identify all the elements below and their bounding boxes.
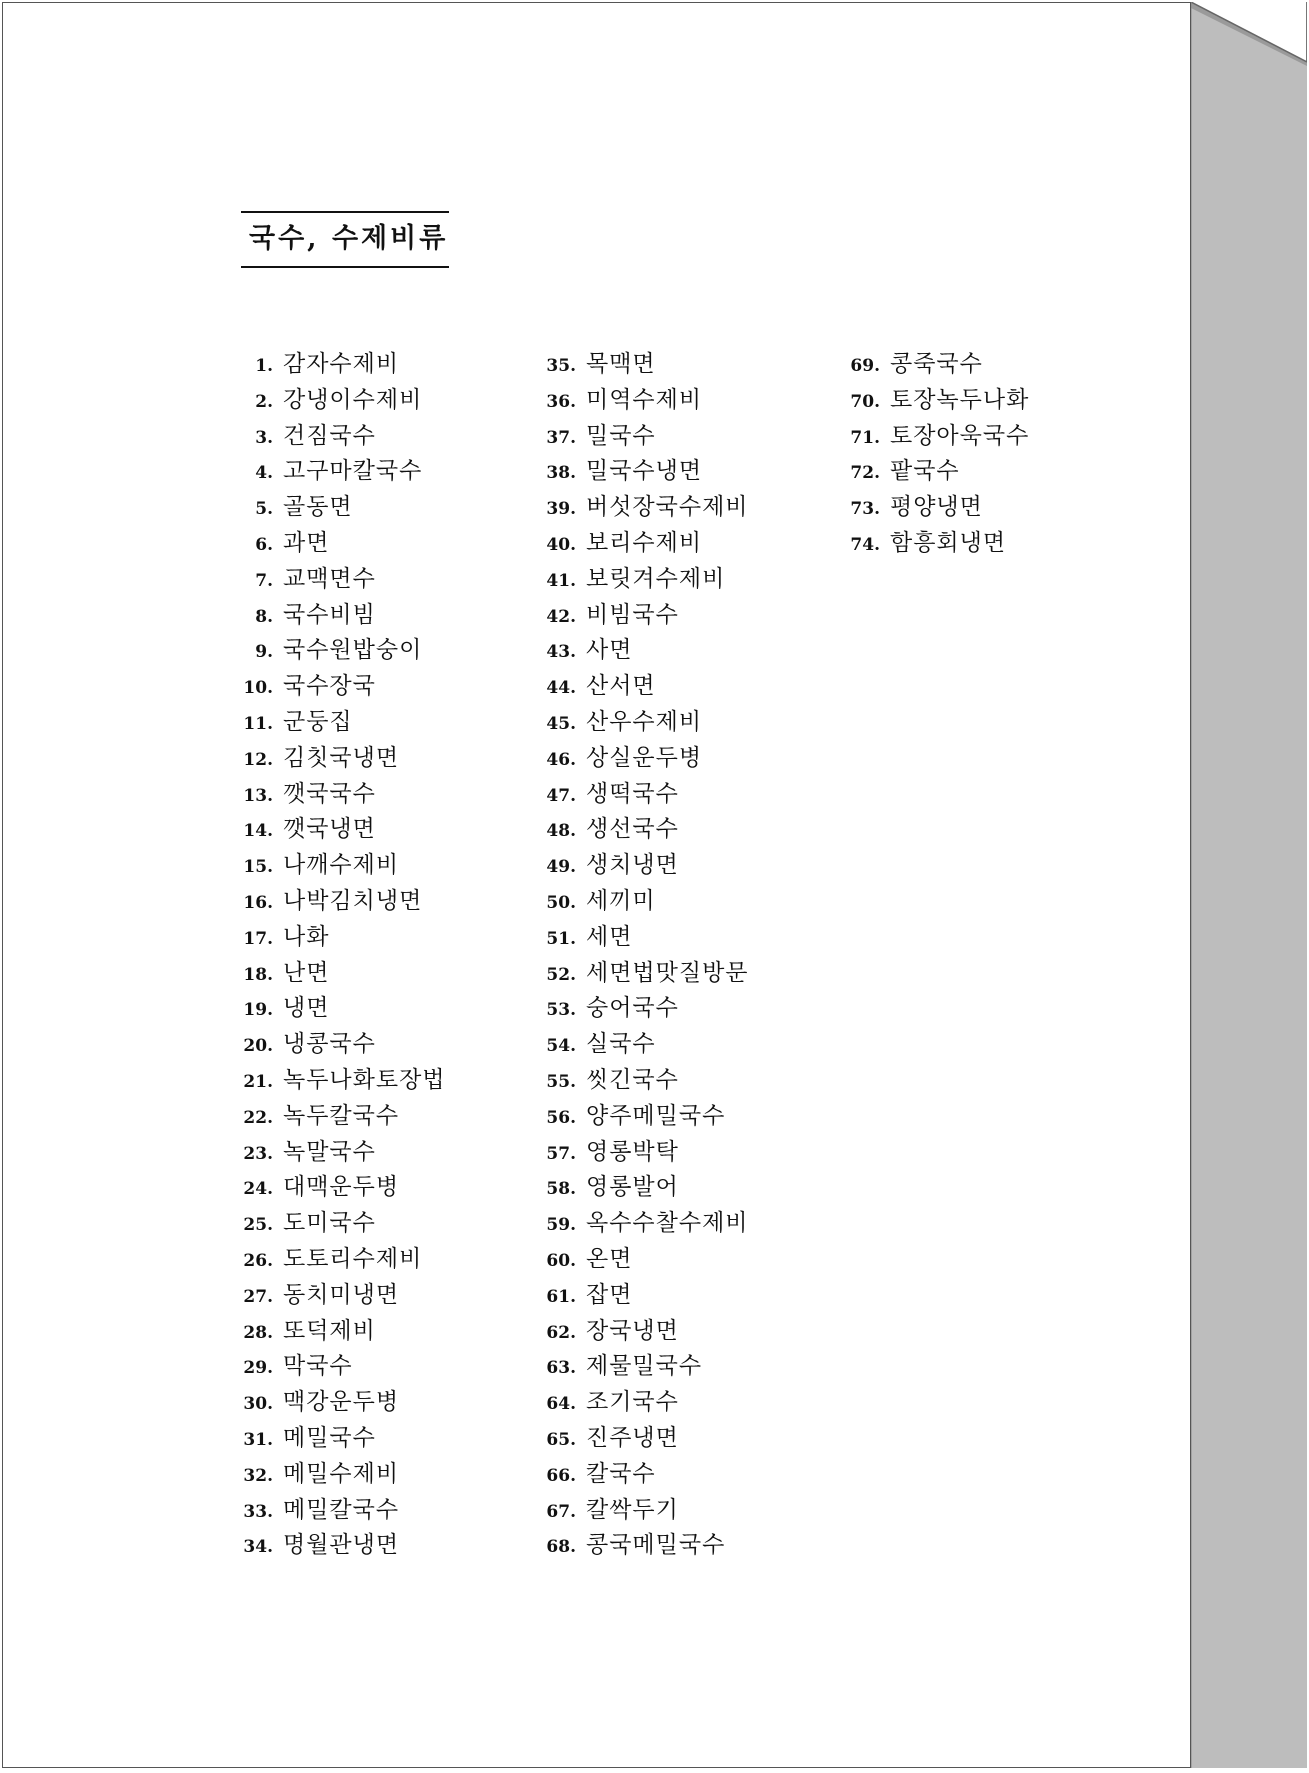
list-item <box>538 744 749 780</box>
item-name: 녹두칼국수 <box>283 1102 400 1129</box>
item-name: 콩국메밀국수 <box>586 1532 726 1559</box>
list-item <box>235 744 446 780</box>
item-name: 함흥회냉면 <box>890 529 1007 556</box>
item-name: 건짐국수 <box>283 422 376 449</box>
item-number: 71. <box>850 427 880 448</box>
list-item <box>538 422 749 458</box>
item-name: 산서면 <box>586 673 656 700</box>
list-item <box>235 1531 446 1567</box>
item-number: 57. <box>546 1143 576 1164</box>
item-name: 나깨수제비 <box>283 852 400 879</box>
item-name: 명월관냉면 <box>283 1532 400 1559</box>
list-item <box>538 1066 749 1102</box>
list-column-2 <box>538 350 749 1567</box>
item-name: 세면 <box>586 923 633 950</box>
item-number: 70. <box>850 391 880 412</box>
item-number: 27. <box>243 1286 273 1307</box>
list-item <box>842 350 1029 386</box>
item-name: 난면 <box>283 959 330 986</box>
item-name: 교맥면수 <box>283 565 376 592</box>
list-item <box>235 708 446 744</box>
list-item <box>235 601 446 637</box>
list-item <box>235 959 446 995</box>
list-item <box>538 1496 749 1532</box>
item-number: 51. <box>546 928 576 949</box>
list-item <box>538 1352 749 1388</box>
item-name: 평양냉면 <box>890 494 983 521</box>
item-name: 숭어국수 <box>586 995 679 1022</box>
list-item <box>538 350 749 386</box>
item-number: 46. <box>546 749 576 770</box>
list-item <box>538 1245 749 1281</box>
item-name: 막국수 <box>283 1353 353 1380</box>
item-number: 5. <box>255 499 273 520</box>
item-name: 제물밀국수 <box>586 1353 703 1380</box>
list-item <box>235 1496 446 1532</box>
item-name: 녹두나화토장법 <box>283 1066 446 1093</box>
list-item <box>538 923 749 959</box>
list-item <box>235 636 446 672</box>
list-item <box>538 815 749 851</box>
item-number: 42. <box>546 606 576 627</box>
list-item <box>235 1388 446 1424</box>
list-item <box>235 529 446 565</box>
item-number: 69. <box>850 356 880 376</box>
item-number: 35. <box>546 356 576 376</box>
item-name: 국수장국 <box>283 673 376 700</box>
item-number: 67. <box>546 1501 576 1522</box>
heading-rule-bottom <box>241 266 449 268</box>
item-number: 48. <box>546 821 576 842</box>
item-name: 생치냉면 <box>586 852 679 879</box>
book-edge <box>1191 2 1307 1768</box>
item-number: 14. <box>243 821 273 842</box>
item-name: 세면법맛질방문 <box>586 959 749 986</box>
list-item <box>235 923 446 959</box>
item-name: 영롱박탁 <box>586 1138 679 1165</box>
item-number: 47. <box>546 785 576 806</box>
book-edge-shading <box>1191 2 1307 1768</box>
item-name: 밀국수냉면 <box>586 458 703 485</box>
item-name: 실국수 <box>586 1031 656 1058</box>
list-item <box>538 601 749 637</box>
item-name: 국수비빔 <box>283 601 376 628</box>
item-name: 산우수제비 <box>586 708 703 735</box>
item-number: 33. <box>243 1501 273 1522</box>
item-number: 39. <box>546 499 576 520</box>
item-number: 13. <box>243 785 273 806</box>
item-name: 동치미냉면 <box>283 1281 400 1308</box>
item-name: 칼국수 <box>586 1460 656 1487</box>
item-name: 양주메밀국수 <box>586 1102 726 1129</box>
item-number: 68. <box>546 1537 576 1558</box>
item-name: 또덕제비 <box>283 1317 376 1344</box>
item-number: 49. <box>546 857 576 878</box>
item-number: 24. <box>243 1179 273 1200</box>
list-item <box>235 1138 446 1174</box>
item-number: 55. <box>546 1071 576 1092</box>
page <box>2 2 1191 1768</box>
item-name: 대맥운두병 <box>283 1174 400 1201</box>
item-name: 메밀칼국수 <box>283 1496 400 1523</box>
item-number: 23. <box>243 1143 273 1164</box>
item-number: 3. <box>255 427 273 448</box>
list-item <box>235 1245 446 1281</box>
item-number: 2. <box>255 391 273 412</box>
item-number: 38. <box>546 463 576 484</box>
item-name: 옥수수찰수제비 <box>586 1210 749 1237</box>
item-name: 감자수제비 <box>283 351 400 377</box>
item-name: 잡면 <box>586 1281 633 1308</box>
item-number: 19. <box>243 1000 273 1021</box>
list-item <box>235 1209 446 1245</box>
item-number: 45. <box>546 713 576 734</box>
list-item <box>842 386 1029 422</box>
item-number: 52. <box>546 964 576 985</box>
item-name: 국수원밥숭이 <box>283 637 423 664</box>
item-number: 31. <box>243 1429 273 1450</box>
list-item <box>538 386 749 422</box>
item-number: 29. <box>243 1358 273 1379</box>
list-item <box>538 636 749 672</box>
item-name: 세끼미 <box>586 887 656 914</box>
item-number: 50. <box>546 892 576 913</box>
section-title: 국수, 수제비류 <box>249 223 449 254</box>
list-item <box>538 1531 749 1567</box>
item-number: 40. <box>546 534 576 555</box>
item-name: 나화 <box>283 923 330 950</box>
item-number: 41. <box>546 570 576 591</box>
list-item <box>842 529 1029 565</box>
item-number: 59. <box>546 1215 576 1236</box>
list-item <box>538 1388 749 1424</box>
list-item <box>235 1424 446 1460</box>
item-name: 보릿겨수제비 <box>586 565 726 592</box>
item-name: 상실운두병 <box>586 744 703 771</box>
list-item <box>538 493 749 529</box>
item-name: 토장녹두나화 <box>890 386 1030 413</box>
item-number: 66. <box>546 1465 576 1486</box>
list-item <box>235 457 446 493</box>
list-item <box>842 493 1029 529</box>
item-number: 63. <box>546 1358 576 1379</box>
section-heading <box>241 211 449 268</box>
list-item <box>538 1281 749 1317</box>
item-number: 61. <box>546 1286 576 1307</box>
item-name: 메밀수제비 <box>283 1460 400 1487</box>
item-name: 생떡국수 <box>586 780 679 807</box>
item-name: 깻국냉면 <box>283 816 376 843</box>
item-number: 30. <box>243 1394 273 1415</box>
list-item <box>235 815 446 851</box>
item-number: 15. <box>243 857 273 878</box>
list-item <box>235 1281 446 1317</box>
item-name: 도미국수 <box>283 1210 376 1237</box>
item-name: 버섯장국수제비 <box>586 494 749 521</box>
item-number: 62. <box>546 1322 576 1343</box>
item-name: 녹말국수 <box>283 1138 376 1165</box>
item-number: 65. <box>546 1429 576 1450</box>
item-name: 도토리수제비 <box>283 1245 423 1272</box>
list-item <box>235 422 446 458</box>
item-number: 25. <box>243 1215 273 1236</box>
item-name: 냉면 <box>283 995 330 1022</box>
item-name: 깻국국수 <box>283 780 376 807</box>
item-name: 밀국수 <box>586 422 656 449</box>
item-name: 콩죽국수 <box>890 351 983 377</box>
item-name: 비빔국수 <box>586 601 679 628</box>
item-number: 56. <box>546 1107 576 1128</box>
list-item <box>538 529 749 565</box>
item-name: 목맥면 <box>586 351 656 377</box>
list-item <box>538 1209 749 1245</box>
list-item <box>538 1173 749 1209</box>
list-item <box>538 457 749 493</box>
list-item <box>538 1030 749 1066</box>
item-number: 10. <box>243 678 273 699</box>
item-name: 사면 <box>586 637 633 664</box>
list-item <box>235 493 446 529</box>
item-number: 17. <box>243 928 273 949</box>
item-name: 보리수제비 <box>586 529 703 556</box>
list-item <box>235 1102 446 1138</box>
item-name: 미역수제비 <box>586 386 703 413</box>
list-item <box>538 851 749 887</box>
item-name: 장국냉면 <box>586 1317 679 1344</box>
list-item <box>538 1317 749 1353</box>
item-name: 과면 <box>283 529 330 556</box>
item-name: 군둥집 <box>283 708 353 735</box>
item-number: 43. <box>546 642 576 663</box>
item-number: 22. <box>243 1107 273 1128</box>
item-number: 11. <box>243 713 273 734</box>
list-column-3 <box>842 350 1029 565</box>
list-item <box>235 1173 446 1209</box>
item-number: 18. <box>243 964 273 985</box>
item-number: 26. <box>243 1250 273 1271</box>
item-name: 강냉이수제비 <box>283 386 423 413</box>
item-name: 골동면 <box>283 494 353 521</box>
item-number: 64. <box>546 1394 576 1415</box>
list-item <box>538 887 749 923</box>
list-item <box>235 350 446 386</box>
item-number: 1. <box>255 356 273 376</box>
item-number: 32. <box>243 1465 273 1486</box>
list-item <box>538 1460 749 1496</box>
item-number: 28. <box>243 1322 273 1343</box>
item-name: 고구마칼국수 <box>283 458 423 485</box>
list-item <box>235 1352 446 1388</box>
item-name: 팥국수 <box>890 458 960 485</box>
list-item <box>235 565 446 601</box>
item-number: 74. <box>850 534 880 555</box>
item-name: 맥강운두병 <box>283 1389 400 1416</box>
list-item <box>235 1030 446 1066</box>
list-item <box>538 708 749 744</box>
item-name: 토장아욱국수 <box>890 422 1030 449</box>
list-item <box>235 780 446 816</box>
item-number: 37. <box>546 427 576 448</box>
item-name: 진주냉면 <box>586 1424 679 1451</box>
list-column-1 <box>235 350 446 1567</box>
item-name: 온면 <box>586 1245 633 1272</box>
item-number: 60. <box>546 1250 576 1271</box>
item-number: 8. <box>255 606 273 627</box>
list-item <box>538 1424 749 1460</box>
item-name: 생선국수 <box>586 816 679 843</box>
list-item <box>538 565 749 601</box>
item-number: 72. <box>850 463 880 484</box>
item-number: 16. <box>243 892 273 913</box>
list-item <box>235 386 446 422</box>
item-number: 36. <box>546 391 576 412</box>
list-item <box>235 887 446 923</box>
item-number: 53. <box>546 1000 576 1021</box>
list-item <box>538 959 749 995</box>
list-item <box>235 672 446 708</box>
item-name: 칼싹두기 <box>586 1496 679 1523</box>
list-item <box>842 457 1029 493</box>
item-number: 7. <box>255 570 273 591</box>
list-item <box>235 1317 446 1353</box>
list-item <box>235 1066 446 1102</box>
list-item <box>235 851 446 887</box>
item-name: 김칫국냉면 <box>283 744 400 771</box>
item-name: 씻긴국수 <box>586 1066 679 1093</box>
item-number: 54. <box>546 1036 576 1057</box>
item-name: 영롱발어 <box>586 1174 679 1201</box>
list-item <box>538 994 749 1030</box>
item-number: 20. <box>243 1036 273 1057</box>
item-name: 조기국수 <box>586 1389 679 1416</box>
list-item <box>538 1102 749 1138</box>
item-number: 73. <box>850 499 880 520</box>
item-number: 58. <box>546 1179 576 1200</box>
list-item <box>538 672 749 708</box>
list-item <box>235 1460 446 1496</box>
list-item <box>538 1138 749 1174</box>
item-name: 나박김치냉면 <box>283 887 423 914</box>
item-number: 34. <box>243 1537 273 1558</box>
item-number: 6. <box>255 534 273 555</box>
item-name: 냉콩국수 <box>283 1031 376 1058</box>
list-item <box>235 994 446 1030</box>
item-number: 9. <box>255 642 273 663</box>
item-number: 12. <box>243 749 273 770</box>
item-number: 4. <box>255 463 273 484</box>
list-item <box>842 422 1029 458</box>
item-name: 메밀국수 <box>283 1424 376 1451</box>
item-number: 21. <box>243 1071 273 1092</box>
item-number: 44. <box>546 678 576 699</box>
list-item <box>538 780 749 816</box>
